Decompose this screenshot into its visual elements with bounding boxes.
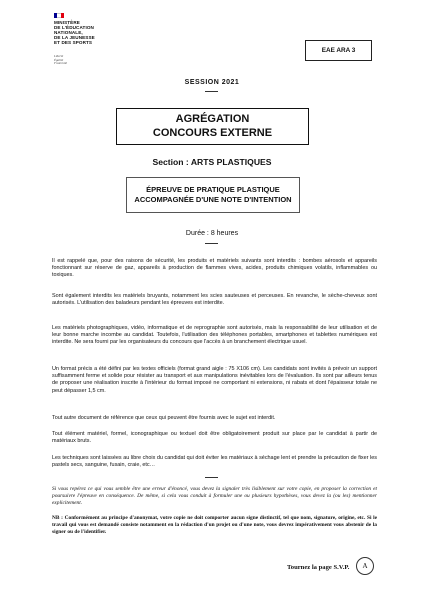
instruction-paragraph <box>52 455 377 469</box>
epreuve-line-1: ÉPREUVE DE PRATIQUE PLASTIQUE <box>146 185 280 194</box>
paragraph-text: Les matériels photographiques, vidéo, informatique et de reprographie sont autorisés, mais la responsabilité de leur utilisation et de leur bonne marche incombe au candidat. Toutefois, l'utilisation des téléphones portables, smartphones et tablettes numériques est interdite. Ne sera fourni par les organisateurs du concours que l'accès à un branchement électrique usuel. <box>52 325 377 346</box>
logo-line: NATIONALE, <box>54 30 83 36</box>
instruction-paragraph <box>52 325 377 347</box>
divider <box>205 243 218 244</box>
motto-line: Liberté <box>54 54 64 58</box>
logo-line: DE L'ÉDUCATION <box>54 25 94 31</box>
title-box <box>116 108 309 145</box>
error-notice: Si vous repérez ce qui vous semble être une erreur d'énoncé, vous devez la signaler très lisiblement sur votre copie, en proposer la correction et poursuivre l'épreuve en conséquence. De même, si cela vous conduit à formuler une ou plusieurs hypothèses, vous devez la (ou les) mentionner explicitement. <box>52 486 377 506</box>
paragraph-text: Tout élément matériel, formel, iconographique ou textuel doit être obligatoirement produit sur place par le candidat à partir de matériaux bruts. <box>52 431 377 445</box>
instruction-paragraph <box>52 415 377 422</box>
exam-code-box <box>305 40 372 61</box>
paragraph-text: Les techniques sont laissées au libre choix du candidat qui doit éviter les matériaux à séchage lent et prendre la précaution de fixer les pastels secs, sanguine, fusain, craie, etc… <box>52 455 377 469</box>
epreuve-box <box>126 177 300 213</box>
duration: Durée : 8 heures <box>185 230 239 237</box>
ministry-logo-text <box>54 20 134 45</box>
instruction-paragraph <box>52 431 377 445</box>
session-label: SESSION 2021 <box>184 79 240 86</box>
page-badge <box>356 557 374 575</box>
divider <box>205 477 218 478</box>
paragraph-text: Un format précis a été défini par les textes officiels (format grand aigle : 75 X106 cm). Les candidats sont invités à prévoir un support suffisamment ferme et solide pour résister au transport et aux manipulations inévitables lors de l'évaluation. Ils sont par ailleurs tenus de proposer une réalisation inscrite à l'intérieur du format imposé ne comportant ni extensions, ni rabats et dont l'épaisseur totale ne peut dépasser 1,5 cm. <box>52 366 377 394</box>
title-line-1: AGRÉGATION <box>175 113 250 125</box>
section-title: Section : ARTS PLASTIQUES <box>152 157 272 167</box>
logo-line: ET DES SPORTS <box>54 40 93 46</box>
paragraph-text: Sont également interdits les matériels bruyants, notamment les scies sauteuses et perceuses. En revanche, le sèche-cheveux sont autorisés. L'utilisation des baladeurs pendant les épreuves est interdite. <box>52 293 377 307</box>
badge-letter: A <box>362 562 368 570</box>
logo-line: DE LA JEUNESSE <box>54 35 95 41</box>
republic-flag-logo <box>54 13 64 18</box>
logo-line: MINISTÈRE <box>54 20 80 25</box>
paragraph-text: Il est rappelé que, pour des raisons de sécurité, les produits et matériels suivants sont interdits : bombes aérosols et appareils fonctionnant sur réserve de gaz, appareils à production de flammes vives, acides, produits chimiques volatils, inflammables ou toxiques. <box>52 258 377 279</box>
divider <box>205 91 218 92</box>
instruction-paragraph <box>52 293 377 307</box>
title-line-2: CONCOURS EXTERNE <box>152 126 273 139</box>
epreuve-line-2: ACCOMPAGNÉE D'UNE NOTE D'INTENTION <box>134 194 292 204</box>
turn-page-label: Tournez la page S.V.P. <box>287 564 350 571</box>
instruction-paragraph <box>52 366 377 395</box>
motto-line: Égalité <box>54 57 64 62</box>
instruction-paragraph <box>52 258 377 280</box>
flag-red-band <box>61 13 64 18</box>
logo-motto <box>54 55 84 66</box>
paragraph-text: Tout autre document de référence que ceux qui peuvent être fournis avec le sujet est interdit. <box>52 415 276 421</box>
anonymity-notice: NB : Conformément au principe d'anonymat, votre copie ne doit comporter aucun signe distinctif, tel que nom, signature, origine, etc. Si le travail qui vous est demandé consiste notamment en la rédaction d'un projet ou d'une note, vous devrez impérativement vous abstenir de la signer ou de l'identifier. <box>52 515 377 535</box>
motto-line: Fraternité <box>54 61 68 66</box>
exam-code: EAE ARA 3 <box>321 47 356 54</box>
